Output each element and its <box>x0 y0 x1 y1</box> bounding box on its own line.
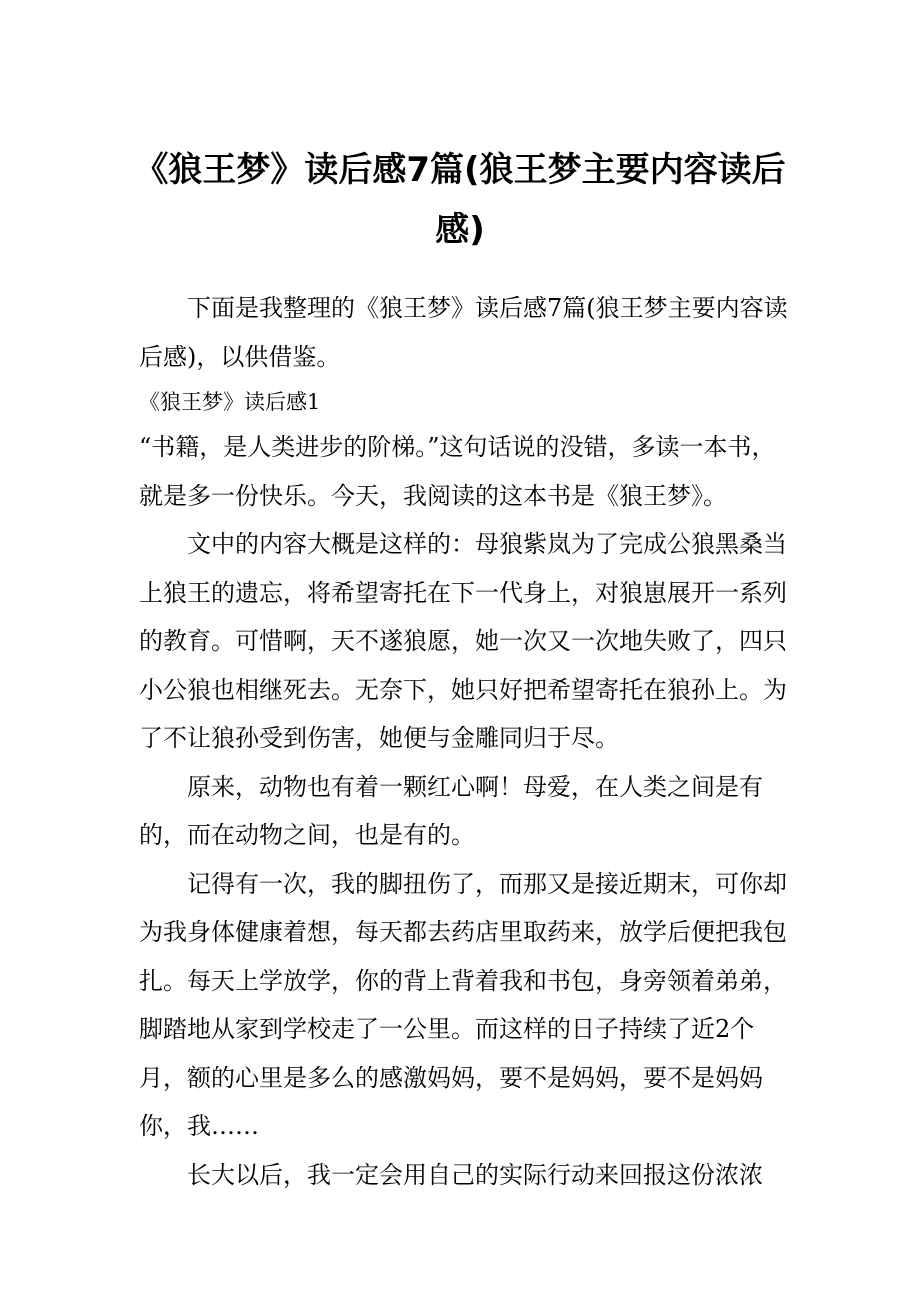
document-title: 《狼王梦》读后感7篇(狼王梦主要内容读后感) <box>134 150 786 250</box>
closing-paragraph: 长大以后，我一定会用自己的实际行动来回报这份浓浓 <box>187 1160 763 1189</box>
document-body <box>139 284 789 1199</box>
reflection-paragraph: 原来，动物也有着一颗红心啊！母爱，在人类之间是有的，而在动物之间，也是有的。 <box>139 772 763 849</box>
intro-paragraph: 下面是我整理的《狼王梦》读后感7篇(狼王梦主要内容读后感)，以供借鉴。 <box>139 294 788 371</box>
quote-paragraph: “书籍，是人类进步的阶梯。”这句话说的没错，多读一本书，就是多一份快乐。今天，我阅读的这本书是《狼王梦》。 <box>139 433 776 510</box>
summary-paragraph: 文中的内容大概是这样的：母狼紫岚为了完成公狼黑桑当上狼王的遗忘，将希望寄托在下一代身上，对狼崽展开一系列的教育。可惜啊，天不遂狼愿，她一次又一次地失败了，四只小公狼也相继死去。无奈下，她只好把希望寄托在狼孙上。为了不让狼孙受到伤害，她便与金雕同归于尽。 <box>139 530 787 752</box>
memory-paragraph: 记得有一次，我的脚扭伤了，而那又是接近期末，可你却为我身体健康着想，每天都去药店里取药来，放学后便把我包扎。每天上学放学，你的背上背着我和书包，身旁领着弟弟，脚踏地从家到学校走了一公里。而这样的日子持续了近2个月，额的心里是多么的感激妈妈，要不是妈妈，要不是妈妈你，我…… <box>139 869 787 1140</box>
section-heading: 《狼王梦》读后感1 <box>139 390 321 414</box>
